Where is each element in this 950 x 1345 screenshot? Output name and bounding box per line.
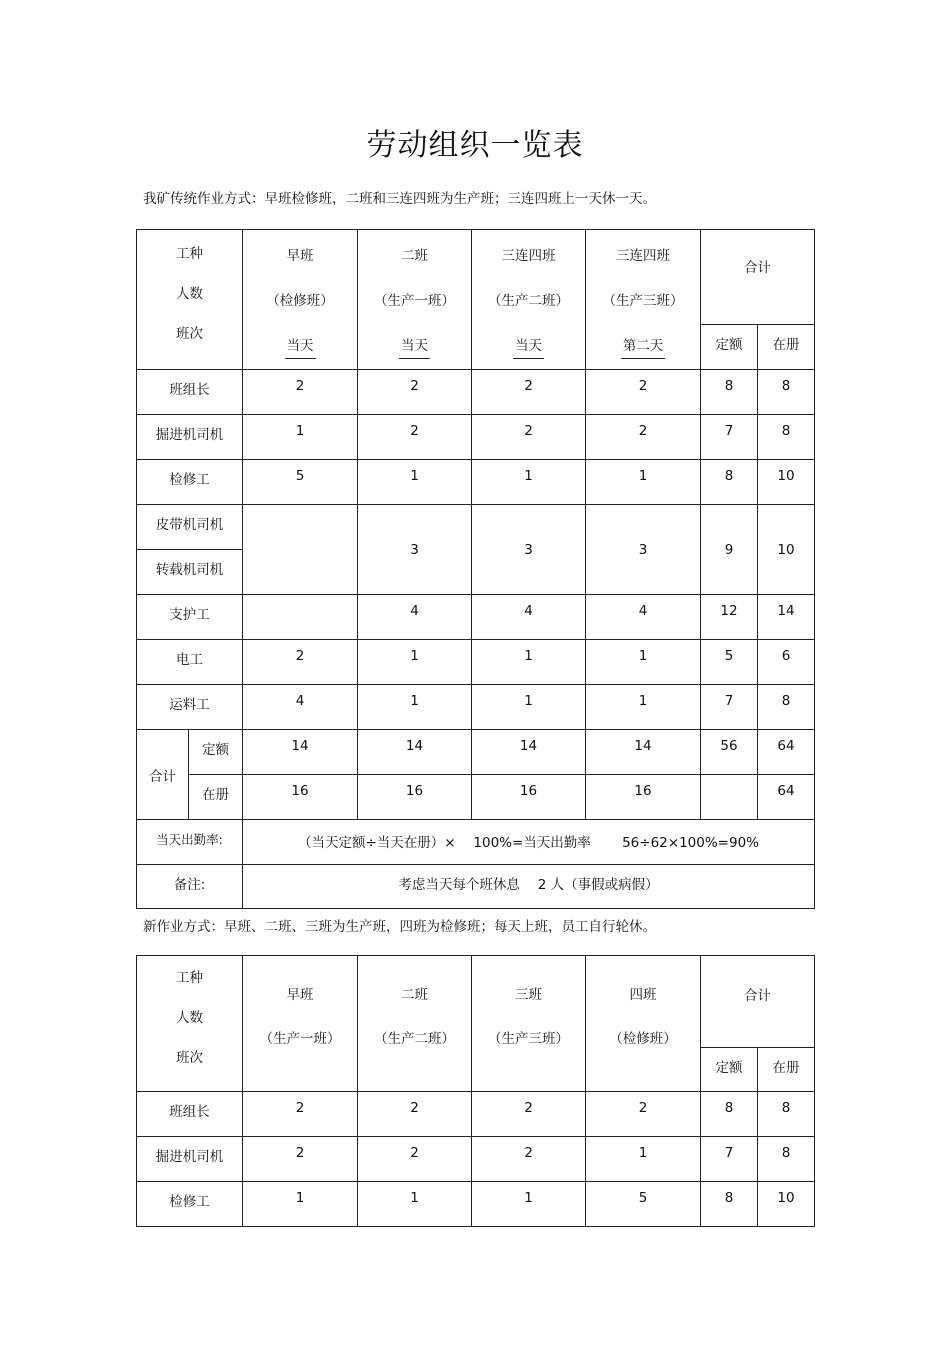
intro-new: 新作业方式：早班、二班、三班为生产班，四班为检修班；每天上班，员工自行轮休。: [143, 919, 656, 935]
cell: 2: [358, 1092, 472, 1137]
intro-traditional: 我矿传统作业方式：早班检修班，二班和三连四班为生产班；三连四班上一天休一天。: [143, 191, 656, 207]
table-row: [137, 460, 815, 505]
row-label: 检修工: [137, 1182, 243, 1227]
header-shift-4: 三连四班 （生产三班） 第二天: [586, 230, 701, 370]
cell: 10: [758, 1182, 815, 1227]
cell: 3: [586, 505, 701, 595]
attendance-label: 当天出勤率:: [137, 820, 243, 865]
cell: 2: [472, 1137, 586, 1182]
cell: 1: [243, 415, 358, 460]
cell: 2: [243, 1092, 358, 1137]
cell: 2: [243, 640, 358, 685]
cell: 2: [472, 370, 586, 415]
cell: 8: [701, 1092, 758, 1137]
cell: 8: [701, 1182, 758, 1227]
cell: 1: [472, 460, 586, 505]
header-shift-2: 二班 （生产一班） 当天: [358, 230, 472, 370]
header-shift-1: 早班 （生产一班）: [243, 956, 358, 1092]
table-row: [137, 415, 815, 460]
row-label: 掘进机司机: [137, 415, 243, 460]
sum-roster-label: 在册: [189, 775, 243, 820]
cell: 1: [358, 460, 472, 505]
table-row: [137, 1182, 815, 1227]
header-corner: 工种 人数 班次: [137, 230, 243, 370]
row-label: 电工: [137, 640, 243, 685]
attendance-formula: （当天定额÷当天在册）× 100%=当天出勤率 56÷62×100%=90%: [243, 820, 815, 865]
table-row: [137, 730, 815, 775]
sum-quota-label: 定额: [189, 730, 243, 775]
table-row: [137, 640, 815, 685]
header-quota: 定额: [701, 325, 758, 370]
cell: 5: [243, 460, 358, 505]
header-shift-3: 三连四班 （生产二班） 当天: [472, 230, 586, 370]
cell: 1: [358, 1182, 472, 1227]
cell: 4: [243, 685, 358, 730]
table-row: [137, 685, 815, 730]
row-label: 班组长: [137, 1092, 243, 1137]
cell: 8: [701, 370, 758, 415]
cell: 14: [586, 730, 701, 775]
cell: [243, 595, 358, 640]
cell: 4: [472, 595, 586, 640]
cell: 8: [758, 415, 815, 460]
cell: 16: [243, 775, 358, 820]
cell: 2: [358, 370, 472, 415]
cell: 1: [472, 1182, 586, 1227]
cell: 1: [358, 685, 472, 730]
cell: [243, 505, 358, 595]
row-label: 支护工: [137, 595, 243, 640]
row-label: 运料工: [137, 685, 243, 730]
cell: 8: [758, 1092, 815, 1137]
cell: 7: [701, 415, 758, 460]
sum-label: 合计: [137, 730, 189, 820]
header-shift-1: 早班 （检修班） 当天: [243, 230, 358, 370]
cell: 8: [758, 685, 815, 730]
page-title: 劳动组织一览表: [366, 128, 584, 163]
table-row: [137, 595, 815, 640]
cell: 2: [472, 1092, 586, 1137]
cell: 10: [758, 460, 815, 505]
table-row: [137, 1137, 815, 1182]
remark-row: [137, 865, 815, 909]
remark-label: 备注:: [137, 865, 243, 909]
attendance-row: [137, 820, 815, 865]
cell: 6: [758, 640, 815, 685]
traditional-labor-table: [136, 229, 815, 909]
cell: 56: [701, 730, 758, 775]
new-labor-table: [136, 955, 815, 1227]
row-label: 皮带机司机: [137, 505, 243, 550]
cell: 1: [472, 685, 586, 730]
cell: 2: [358, 1137, 472, 1182]
remark-text: 考虑当天每个班休息 2 人（事假或病假）: [243, 865, 815, 909]
cell: 8: [758, 370, 815, 415]
header-quota: 定额: [701, 1048, 758, 1092]
row-label: 掘进机司机: [137, 1137, 243, 1182]
cell: 3: [472, 505, 586, 595]
cell: 16: [472, 775, 586, 820]
cell: 14: [358, 730, 472, 775]
cell: [701, 775, 758, 820]
cell: 14: [472, 730, 586, 775]
cell: 5: [701, 640, 758, 685]
cell: 1: [586, 460, 701, 505]
cell: 2: [243, 1137, 358, 1182]
cell: 2: [586, 1092, 701, 1137]
cell: 1: [586, 685, 701, 730]
cell: 2: [586, 370, 701, 415]
cell: 1: [586, 640, 701, 685]
header-total: 合计: [701, 230, 815, 325]
cell: 1: [243, 1182, 358, 1227]
header-shift-4: 四班 （检修班）: [586, 956, 701, 1092]
cell: 1: [472, 640, 586, 685]
cell: 10: [758, 505, 815, 595]
row-label: 班组长: [137, 370, 243, 415]
cell: 5: [586, 1182, 701, 1227]
cell: 7: [701, 1137, 758, 1182]
header-total: 合计: [701, 956, 815, 1048]
cell: 8: [701, 460, 758, 505]
table-row: [137, 1092, 815, 1137]
row-label: 检修工: [137, 460, 243, 505]
cell: 16: [358, 775, 472, 820]
cell: 64: [758, 775, 815, 820]
header-shift-3: 三班 （生产三班）: [472, 956, 586, 1092]
cell: 2: [586, 415, 701, 460]
cell: 2: [243, 370, 358, 415]
table-row: [137, 370, 815, 415]
cell: 9: [701, 505, 758, 595]
cell: 3: [358, 505, 472, 595]
cell: 64: [758, 730, 815, 775]
cell: 1: [358, 640, 472, 685]
cell: 1: [586, 1137, 701, 1182]
header-corner: 工种 人数 班次: [137, 956, 243, 1092]
cell: 4: [358, 595, 472, 640]
cell: 14: [758, 595, 815, 640]
cell: 2: [358, 415, 472, 460]
cell: 8: [758, 1137, 815, 1182]
cell: 12: [701, 595, 758, 640]
header-roster: 在册: [758, 1048, 815, 1092]
cell: 7: [701, 685, 758, 730]
table-row: [137, 775, 815, 820]
table-row: [137, 505, 815, 550]
cell: 16: [586, 775, 701, 820]
cell: 14: [243, 730, 358, 775]
row-label: 转载机司机: [137, 550, 243, 595]
header-shift-2: 二班 （生产二班）: [358, 956, 472, 1092]
cell: 4: [586, 595, 701, 640]
header-roster: 在册: [758, 325, 815, 370]
cell: 2: [472, 415, 586, 460]
